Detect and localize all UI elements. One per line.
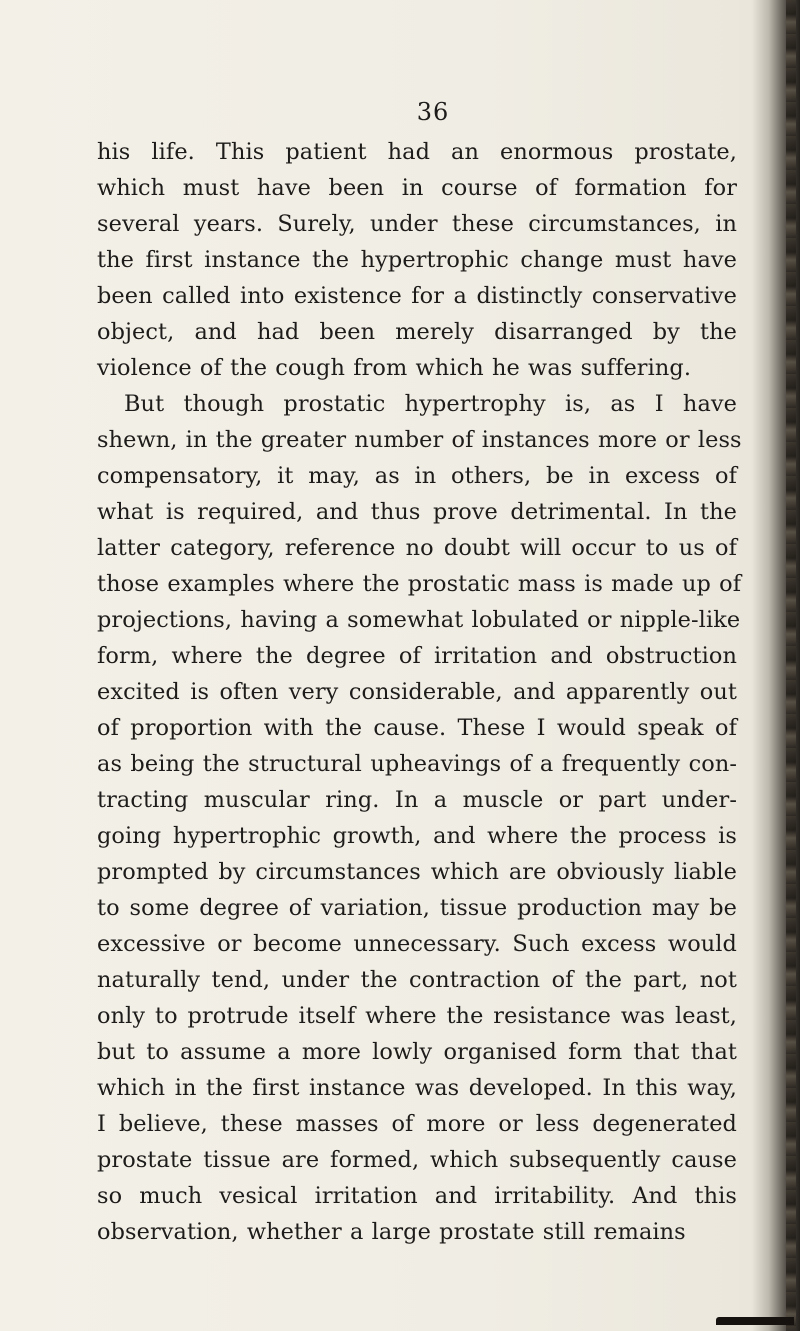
- text-line: what is required, and thus prove detrimental. In the: [97, 499, 737, 525]
- text-line: only to protrude itself where the resistance was least,: [97, 1003, 737, 1029]
- text-line: latter category, reference no doubt will occur to us of: [97, 535, 737, 561]
- text-line: observation, whether a large prostate still remains: [97, 1219, 686, 1245]
- text-line: to some degree of variation, tissue production may be: [97, 895, 737, 921]
- text-line: tracting muscular ring. In a muscle or part under-: [97, 787, 737, 813]
- text-line: the first instance the hypertrophic change must have: [97, 247, 737, 273]
- page-number: 36: [416, 98, 450, 126]
- page-corner-mark: [716, 1317, 794, 1325]
- text-line: object, and had been merely disarranged by the: [97, 319, 737, 345]
- book-spine-edge: [786, 0, 796, 1331]
- text-line: been called into existence for a distinctly conservative: [97, 283, 737, 309]
- text-line: of proportion with the cause. These I would speak of: [97, 715, 737, 741]
- text-line: excessive or become unnecessary. Such excess would: [97, 931, 737, 957]
- text-line: prostate tissue are formed, which subsequently cause: [97, 1147, 737, 1173]
- text-line: projections, having a somewhat lobulated or nipple-like: [97, 607, 741, 633]
- text-line: his life. This patient had an enormous prostate,: [97, 139, 737, 165]
- text-line: naturally tend, under the contraction of the part, not: [97, 967, 737, 993]
- text-line: those examples where the prostatic mass is made up of: [97, 571, 742, 597]
- text-line: compensatory, it may, as in others, be in excess of: [97, 463, 737, 489]
- text-line-paragraph-start: But though prostatic hypertrophy is, as I have: [124, 391, 737, 417]
- text-line: going hypertrophic growth, and where the process is: [97, 823, 737, 849]
- text-line: prompted by circumstances which are obviously liable: [97, 859, 737, 885]
- text-line: which in the first instance was developed. In this way,: [97, 1075, 737, 1101]
- text-line: as being the structural upheavings of a frequently con-: [97, 751, 737, 777]
- text-line: which must have been in course of formation for: [97, 175, 737, 201]
- text-line: so much vesical irritation and irritability. And this: [97, 1183, 737, 1209]
- text-line: violence of the cough from which he was suffering.: [97, 355, 692, 381]
- text-line: but to assume a more lowly organised form that that: [97, 1039, 737, 1065]
- text-line: shewn, in the greater number of instances more or less: [97, 427, 742, 453]
- text-line: form, where the degree of irritation and obstruction: [97, 643, 737, 669]
- text-line: excited is often very considerable, and apparently out: [97, 679, 737, 705]
- text-line: I believe, these masses of more or less degenerated: [97, 1111, 737, 1137]
- text-line: several years. Surely, under these circumstances, in: [97, 211, 737, 237]
- body-text: [97, 134, 742, 1250]
